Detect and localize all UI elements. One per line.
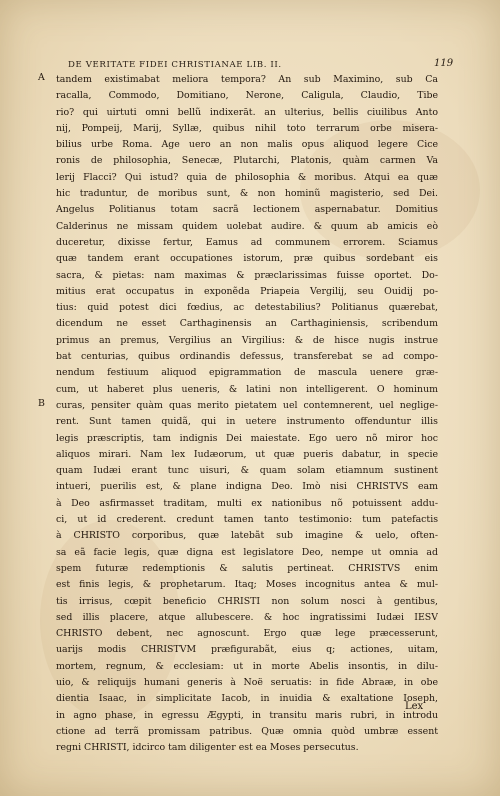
text-line: tandem existimabat meliora tempora? An sub Maximino, sub Ca	[56, 74, 438, 85]
text-line: in agno phase, in egressu Ægypti, in transitu maris rubri, in introdu	[56, 709, 438, 721]
text-line: lerij Flacci? Qui istud? quia de philosophia & moribus. Atqui ea quæ	[56, 171, 438, 183]
catchword: Lex	[405, 701, 424, 712]
text-line: spem futuræ redemptionis & salutis pertineat. CHRISTVS enim	[56, 562, 438, 574]
text-line: legis præscriptis, tam indignis Dei maiestate. Ego uero nõ miror hoc	[56, 432, 438, 444]
text-line: à CHRISTO corporibus, quæ latebãt sub imagine & uelo, often-	[56, 530, 438, 542]
text-line: ronis de philosophia, Senecæ, Plutarchi, Platonis, quàm carmen Va	[56, 155, 438, 167]
text-line: quæ tandem erant occupationes istorum, præ quibus sordebant eis	[56, 253, 438, 265]
text-line: uarijs modis CHRISTVM præfigurabãt, eius q; actiones, uitam,	[56, 644, 438, 656]
text-line: Angelus Politianus totam sacrã lectionem aspernabatur. Domitius	[56, 204, 438, 216]
running-head: DE VERITATE FIDEI CHRISTIANAE LIB. II.	[68, 60, 282, 70]
text-line: uio, & reliquijs humani generis à Noë seruatis: in fide Abraæ, in obe	[56, 676, 438, 688]
text-line: bat centurias, quibus ordinandis defessus, transferebat se ad compo-	[56, 351, 438, 363]
text-line: cum, ut haberet plus ueneris, & latini non intelligerent. O hominum	[56, 383, 438, 395]
text-line: sa eã facie legis, quæ digna est legislatore Deo, nempe ut omnia ad	[56, 546, 438, 558]
text-line: mitius erat occupatus in exponẽda Priapeia Vergilij, seu Ouidij po-	[56, 285, 438, 297]
marginal-letter-b: B	[38, 398, 45, 409]
text-line: sacra, & pietas: nam maximas & præclarissimas fuisse oportet. Do-	[56, 269, 438, 281]
text-line: quam Iudæi erant tunc uisuri, & quam solam etiamnum sustinent	[56, 465, 438, 477]
text-line: dicendum ne esset Carthaginensis an Carthaginiensis, scribendum	[56, 318, 438, 330]
text-line: nendum festiuum aliquod epigrammation de mascula uenere græ-	[56, 367, 438, 379]
text-line: aliquos mirari. Nam lex Iudæorum, ut quæ pueris dabatur, in specie	[56, 448, 438, 460]
text-line: rent. Sunt tamen quidã, qui in uetere instrumento offenduntur illis	[56, 416, 438, 428]
text-line: Calderinus ne missam quidem uolebat audire. & quum ab amicis eò	[56, 220, 438, 232]
text-line: tius: quid potest dici fœdius, ac detestabilius? Politianus quærebat,	[56, 302, 438, 314]
text-line: à Deo asfirmasset traditam, multi ex nationibus nõ potuissent addu-	[56, 497, 438, 509]
text-line: ci, ut id crederent. credunt tamen tanto testimonio: tum patefactis	[56, 514, 438, 526]
text-line: nij, Pompeij, Marij, Syllæ, quibus nihil toto terrarum orbe misera-	[56, 122, 438, 134]
text-line: curas, pensiter quàm quas merito pietatem uel contemnerent, uel neglige-	[56, 399, 438, 411]
text-line: sed illis placere, atque allubescere. & hoc ingratissimi Iudæi IESV	[56, 611, 438, 623]
text-line: regni CHRISTI, idcirco tam diligenter est ea Moses persecutus.	[56, 742, 359, 754]
text-line: tis irrisus, cœpit beneficio CHRISTI non solum nosci à gentibus,	[56, 595, 438, 607]
folio-number: 119	[434, 58, 454, 69]
text-line: dientia Isaac, in simplicitate Iacob, in inuidia & exaltatione Ioseph,	[56, 693, 438, 705]
text-line: primus an premus, Vergilius an Virgilius: & de hisce nugis instrue	[56, 334, 438, 346]
text-line: intueri, puerilis est, & plane indigna Deo. Imò nisi CHRISTVS eam	[56, 481, 438, 493]
body-text	[48, 72, 438, 756]
text-line: CHRISTO debent, nec agnoscunt. Ergo quæ lege præcesserunt,	[56, 628, 438, 640]
text-line: est finis legis, & prophetarum. Itaq; Moses incognitus antea & mul-	[56, 579, 438, 591]
marginal-letter-a: A	[38, 72, 45, 83]
text-line: bilius urbe Roma. Age uero an non malis opus aliquod legere Cice	[56, 139, 438, 151]
text-line: ctione ad terrã promissam patribus. Quæ omnia quòd umbræ essent	[56, 725, 438, 737]
text-line: hic traduntur, de moribus sunt, & non hominũ magisterio, sed Dei.	[56, 188, 438, 200]
text-line: racalla, Commodo, Domitiano, Nerone, Caligula, Claudio, Tibe	[56, 90, 438, 102]
text-line: rio? qui uirtuti omni bellũ indixerāt. an ulterius, bellis ciuilibus Anto	[56, 106, 438, 118]
text-line: mortem, regnum, & ecclesiam: ut in morte Abelis insontis, in dilu-	[56, 660, 438, 672]
text-line: duceretur, dixisse fertur, Eamus ad communem errorem. Sciamus	[56, 236, 438, 248]
